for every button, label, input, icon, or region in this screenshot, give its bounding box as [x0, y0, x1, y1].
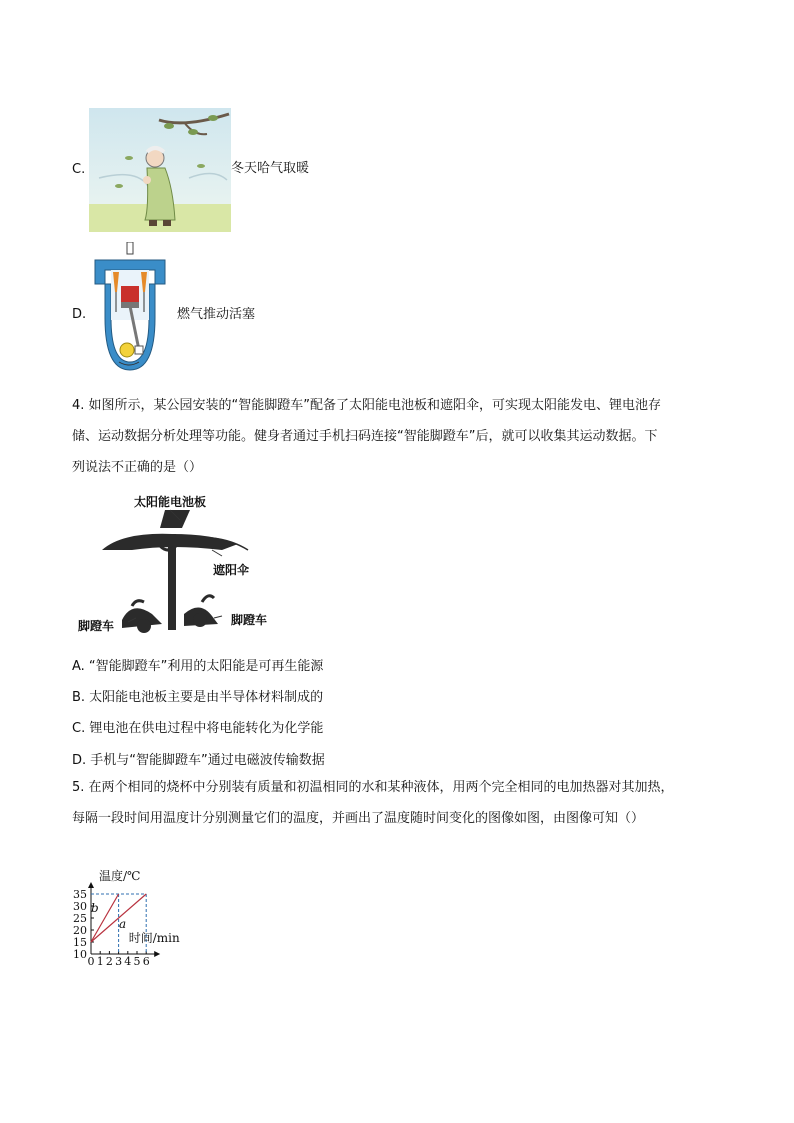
x-tick-label: 3: [115, 955, 123, 968]
question-4-option-d: D. 手机与“智能脚蹬车”通过电磁波传输数据: [72, 753, 325, 768]
question-4-stem-line: 4. 如图所示，某公园安装的“智能脚蹬车”配备了太阳能电池板和遮阳伞，可实现太阳能发电、锂电池存: [72, 398, 662, 413]
y-tick-label: 10: [73, 948, 87, 961]
x-tick-label: 2: [105, 955, 113, 968]
x-tick-label: 6: [142, 955, 150, 968]
winter-breath-illustration: [89, 108, 231, 232]
label-pedal-right: 脚蹬车: [231, 613, 268, 627]
question-5-stem: [72, 772, 722, 834]
question-4-stem: [72, 390, 722, 483]
x-tick-label: 5: [133, 955, 141, 968]
question-4-option-a: A. “智能脚蹬车”利用的太阳能是可再生能源: [72, 659, 324, 674]
question-4-option-c: C. 锂电池在供电过程中将电能转化为化学能: [72, 721, 324, 736]
engine-cylinder-diagram: [89, 242, 171, 372]
question-5-stem-line: 5. 在两个相同的烧杯中分别装有质量和初温相同的水和某种液体，用两个完全相同的电加热器对其加热，: [72, 780, 674, 795]
option-c-letter: C.: [72, 162, 86, 177]
option-c-caption: 冬天哈气取暖: [231, 161, 310, 176]
series-label-b: b: [90, 901, 99, 915]
label-pedal-left: 脚蹬车: [78, 619, 115, 633]
x-tick-label: 4: [124, 955, 132, 968]
x-axis-label: 时间/min: [128, 931, 180, 945]
option-d-caption: 燃气推动活塞: [177, 307, 256, 322]
y-tick-label: 25: [73, 912, 87, 925]
option-d-letter: D.: [72, 307, 87, 322]
x-axis-arrow: [154, 951, 160, 957]
y-tick-label: 30: [73, 900, 87, 913]
y-axis-label: 温度/℃: [99, 869, 141, 883]
chart-canvas: [72, 840, 272, 976]
question-4-stem-line: 列说法不正确的是（）: [72, 460, 203, 475]
series-label-a: a: [119, 917, 127, 931]
question-4-stem-line: 储、运动数据分析处理等功能。健身者通过手机扫码连接“智能脚蹬车”后，就可以收集其运动数据。下: [72, 429, 658, 444]
y-axis-arrow: [88, 882, 94, 888]
x-tick-label: 0: [87, 955, 95, 968]
question-5-stem-line: 每隔一段时间用温度计分别测量它们的温度，并画出了温度随时间变化的图像如图，由图像可知（）: [72, 811, 645, 826]
question-4-option-b: B. 太阳能电池板主要是由半导体材料制成的: [72, 690, 324, 705]
label-solar-panel: 太阳能电池板: [134, 495, 207, 509]
temperature-time-chart: [72, 840, 272, 976]
y-tick-label: 35: [73, 888, 87, 901]
y-tick-label: 15: [73, 936, 87, 949]
y-tick-label: 20: [73, 924, 87, 937]
x-tick-label: 1: [96, 955, 104, 968]
label-umbrella: 遮阳伞: [213, 563, 250, 577]
